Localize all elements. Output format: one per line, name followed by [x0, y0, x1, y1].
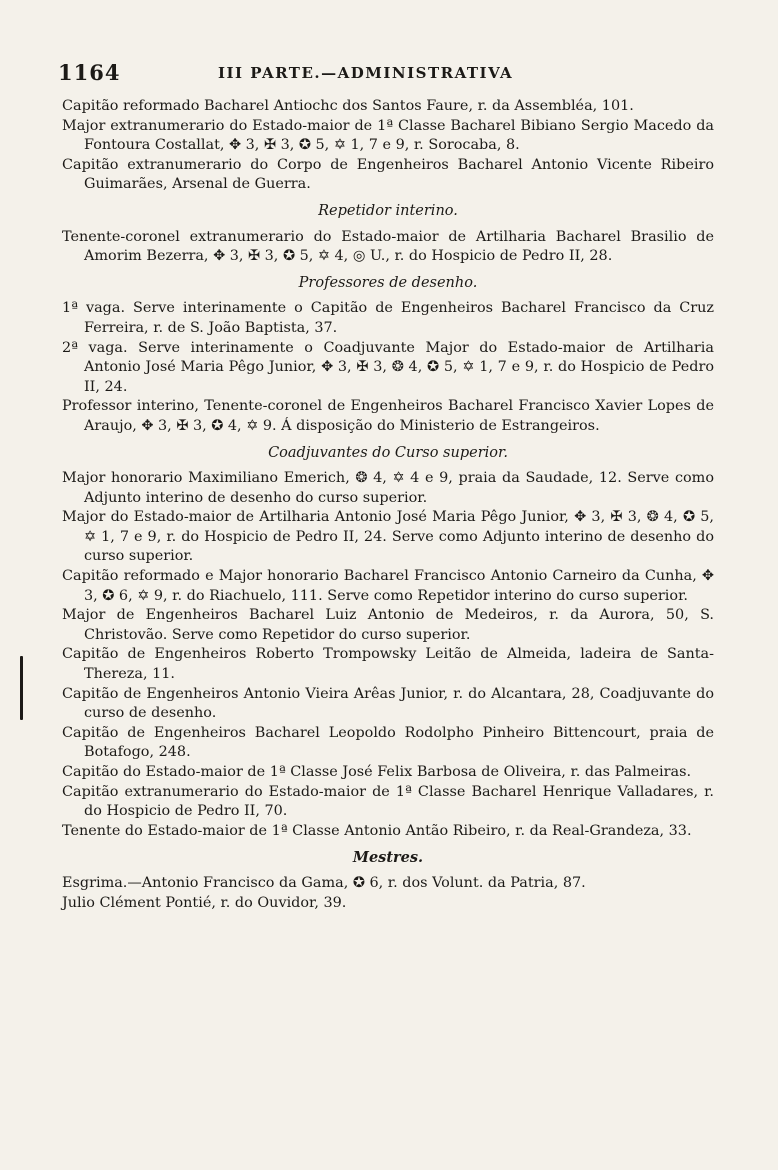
entry-trompowsky: Capitão de Engenheiros Roberto Trompowsky Leitão de Almeida, ladeira de Santa-Thereza, 11. — [62, 646, 714, 683]
running-title: III PARTE.—ADMINISTRATIVA — [218, 64, 514, 82]
entry-segunda-vaga: 2ª vaga. Serve interinamente o Coadjuvante Major do Estado-maior de Artilharia Antonio José Maria Pêgo Junior, ✥ 3, ✠ 3, ❂ 4, ✪ 5, ✡ 1, 7 e 9, r. do Hospicio de Pedro II, 24. — [62, 339, 714, 395]
margin-mark — [20, 656, 23, 720]
entry-professor-interino: Professor interino, Tenente-coronel de Engenheiros Bacharel Francisco Xavier Lopes de Araujo, ✥ 3, ✠ 3, ✪ 4, ✡ 9. Á disposição do Ministerio de Estrangeiros. — [62, 398, 714, 434]
entry-primeira-vaga: 1ª vaga. Serve interinamente o Capitão de Engenheiros Bacharel Francisco da Cruz Ferreira, r. de S. João Baptista, 37. — [62, 300, 714, 336]
entry-valladares: Capitão extranumerario do Estado-maior de 1ª Classe Bacharel Henrique Valladares, r. do Hospicio de Pedro II, 70. — [62, 783, 714, 820]
entry-pontie: Julio Clément Pontié, r. do Ouvidor, 39. — [62, 894, 347, 911]
page-number: 1164 — [58, 60, 121, 85]
entry-faure: Capitão reformado Bacharel Antiochc dos Santos Faure, r. da Assembléa, 101. — [62, 98, 634, 114]
section-title-repetidor: Repetidor interino. — [318, 202, 458, 219]
entry-pego-junior: Major do Estado-maior de Artilharia Antonio José Maria Pêgo Junior, ✥ 3, ✠ 3, ❂ 4, ✪ 5, ✡ 1, 7 e 9, r. do Hospicio de Pedro II, 24. Serve como Adjunto interino de desenho do curso superior. — [62, 509, 714, 565]
entry-costallat: Major extranumerario do Estado-maior de 1ª Classe Bacharel Bibiano Sergio Macedo da Fontoura Costallat, ✥ 3, ✠ 3, ✪ 5, ✡ 1, 7 e 9, r. Sorocaba, 8. — [62, 117, 714, 154]
entry-emerich: Major honorario Maximiliano Emerich, ❂ 4, ✡ 4 e 9, praia da Saudade, 12. Serve como Adjunto interino de desenho do curso superior. — [62, 470, 714, 506]
entry-barbosa-de-oliveira: Capitão do Estado-maior de 1ª Classe José Felix Barbosa de Oliveira, r. das Palmeiras. — [62, 764, 692, 780]
section-title-professores: Professores de desenho. — [298, 274, 478, 291]
page-body — [62, 97, 714, 913]
entry-areas-junior: Capitão de Engenheiros Antonio Vieira Arêas Junior, r. do Alcantara, 28, Coadjuvante do curso de desenho. — [62, 685, 714, 722]
entry-antao-ribeiro: Tenente do Estado-maior de 1ª Classe Antonio Antão Ribeiro, r. da Real-Grandeza, 33. — [62, 822, 692, 839]
entry-medeiros: Major de Engenheiros Bacharel Luiz Antonio de Medeiros, r. da Aurora, 50, S. Christovão. Serve como Repetidor do curso superior. — [62, 607, 714, 643]
section-title-mestres: Mestres. — [352, 849, 424, 867]
entry-bezerra: Tenente-coronel extranumerario do Estado-maior de Artilharia Bacharel Brasilio de Amorim Bezerra, ✥ 3, ✠ 3, ✪ 5, ✡ 4, ◎ U., r. do Hospicio de Pedro II, 28. — [62, 228, 714, 265]
entry-carneiro-da-cunha: Capitão reformado e Major honorario Bacharel Francisco Antonio Carneiro da Cunha, ✥ 3, ✪ 6, ✡ 9, r. do Riachuelo, 111. Serve como Repetidor interino do curso superior. — [62, 568, 714, 604]
entry-esgrima: Esgrima.—Antonio Francisco da Gama, ✪ 6, r. dos Volunt. da Patria, 87. — [62, 874, 586, 891]
page-header — [58, 60, 708, 88]
entry-bittencourt: Capitão de Engenheiros Bacharel Leopoldo Rodolpho Pinheiro Bittencourt, praia de Botafogo, 248. — [62, 724, 714, 761]
entry-guimaraes: Capitão extranumerario do Corpo de Engenheiros Bacharel Antonio Vicente Ribeiro Guimarães, Arsenal de Guerra. — [62, 156, 714, 193]
section-title-coadjuvantes: Coadjuvantes do Curso superior. — [268, 444, 508, 461]
